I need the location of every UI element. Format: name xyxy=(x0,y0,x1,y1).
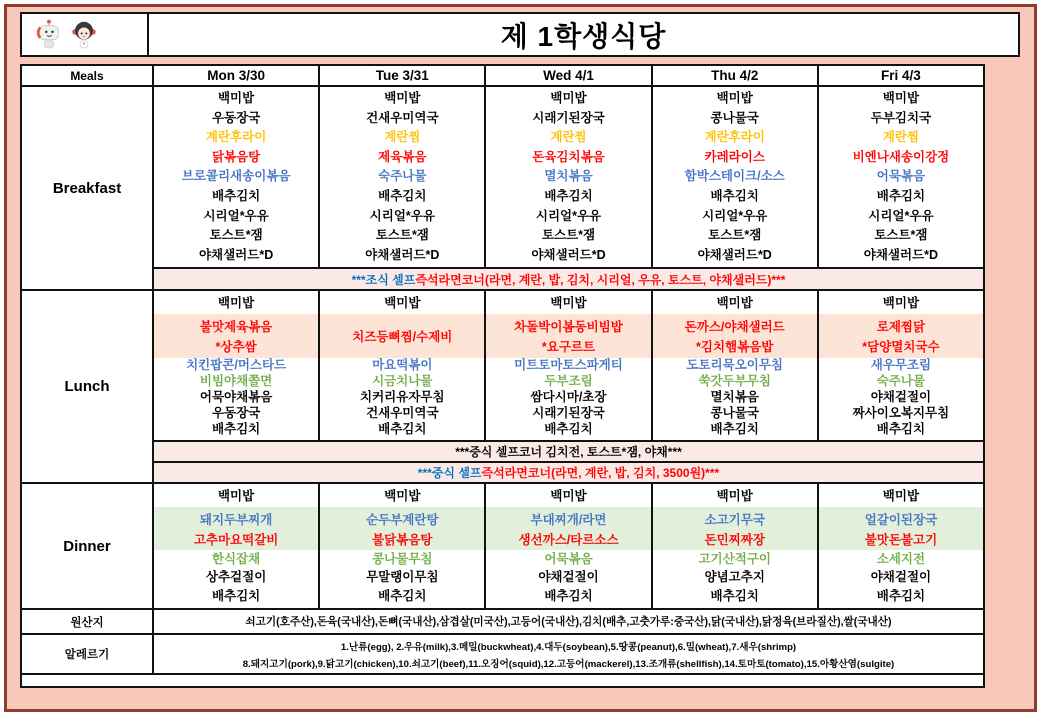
menu-item: 야채샐러드*D xyxy=(863,247,939,262)
column-header-day-5: Fri 4/3 xyxy=(881,68,921,83)
menu-item: 불닭볶음탕 xyxy=(372,532,433,547)
section-label-breakfast: Breakfast xyxy=(22,87,154,289)
menu-cell xyxy=(819,87,983,267)
menu-item: 배추김치 xyxy=(710,189,759,204)
menu-item: 건새우미역국 xyxy=(366,406,439,421)
menu-item: 콩나물무침 xyxy=(372,551,433,566)
menu-item: *김치햄볶음밥 xyxy=(696,340,774,354)
menu-item: 야채샐러드*D xyxy=(531,247,606,262)
menu-cell xyxy=(653,291,819,440)
allergy-label: 알레르기 xyxy=(22,635,154,673)
origin-label: 원산지 xyxy=(22,610,154,633)
menu-cell xyxy=(154,484,320,608)
highlight-block xyxy=(320,314,484,358)
menu-item: 차돌박이봄동비빔밥 xyxy=(514,320,623,334)
menu-cell xyxy=(653,484,819,608)
menu-item: 돈민찌짜장 xyxy=(704,532,765,547)
empty-row xyxy=(22,675,983,686)
menu-item: 배추김치 xyxy=(544,422,593,437)
menu-item: 불맛돈불고기 xyxy=(864,532,938,547)
section-note xyxy=(154,461,983,482)
menu-item: 백미밥 xyxy=(550,295,587,310)
menu-item: 부대찌개/라면 xyxy=(530,512,607,527)
allergy-row xyxy=(22,635,983,675)
menu-item: 소고기무국 xyxy=(704,512,765,527)
menu-item: 야채겉절이 xyxy=(870,570,932,585)
allergy-text xyxy=(154,635,983,673)
note-text: ***조식 셀프 xyxy=(351,272,416,287)
menu-item: 콩나물국 xyxy=(710,406,759,421)
menu-item: 두부김치국 xyxy=(870,110,932,125)
menu-cell xyxy=(320,291,486,440)
section-label-dinner: Dinner xyxy=(22,484,154,608)
menu-item: 배추김치 xyxy=(876,589,926,604)
highlight-block xyxy=(819,314,983,358)
menu-item: 시리얼*우유 xyxy=(369,208,435,223)
note-text: ***중식 셀프코너 김치전, 토스트*잼, 야채*** xyxy=(455,445,682,459)
menu-item: 토스트*잼 xyxy=(541,228,596,243)
menu-item: 카레라이스 xyxy=(704,149,765,164)
menu-item: 배추김치 xyxy=(544,189,593,204)
menu-item: 무말랭이무침 xyxy=(366,570,439,585)
menu-item: 배추김치 xyxy=(378,189,427,204)
menu-cell xyxy=(653,87,819,267)
menu-item: 로제찜닭 xyxy=(876,320,926,334)
section-note xyxy=(154,267,983,289)
menu-item: 백미밥 xyxy=(716,488,753,503)
title-bar xyxy=(20,12,1020,57)
menu-item: 백미밥 xyxy=(550,488,587,503)
menu-item: 닭볶음탕 xyxy=(211,149,261,164)
menu-item: 시래기된장국 xyxy=(532,406,605,421)
highlight-block xyxy=(653,507,817,550)
menu-item: 토스트*잼 xyxy=(209,228,263,243)
section-breakfast xyxy=(22,87,983,291)
menu-item: 생선까스/타르소스 xyxy=(518,532,619,547)
note-text: ***중식 셀프 xyxy=(417,466,482,480)
menu-item: 야채겉절이 xyxy=(870,390,932,405)
menu-item: 백미밥 xyxy=(882,488,920,503)
menu-item: 고기산적구이 xyxy=(698,551,771,566)
menu-item: 콩나물국 xyxy=(710,110,759,125)
menu-item: 배추김치 xyxy=(211,189,261,204)
menu-item: 백미밥 xyxy=(217,488,255,503)
menu-item: 백미밥 xyxy=(716,295,753,310)
menu-item: *요구르트 xyxy=(541,340,596,354)
menu-item: 어묵볶음 xyxy=(876,169,926,184)
menu-item: 숙주나물 xyxy=(378,169,427,184)
menu-item: 어묵볶음 xyxy=(544,551,593,566)
menu-cell xyxy=(320,484,486,608)
column-header-meals: Meals xyxy=(22,66,154,85)
menu-item: 치킨팝콘/머스타드 xyxy=(186,358,287,373)
menu-item: 계란찜 xyxy=(882,130,920,145)
section-note xyxy=(154,440,983,461)
menu-item: 불맛제육볶음 xyxy=(199,320,273,334)
highlight-block xyxy=(819,507,983,550)
menu-item: 건새우미역국 xyxy=(366,110,439,125)
menu-item: 치즈등뼈찜/수제비 xyxy=(352,330,453,344)
highlight-block xyxy=(486,507,650,550)
menu-item: 토스트*잼 xyxy=(375,228,429,243)
menu-item: 백미밥 xyxy=(384,295,421,310)
menu-item: 야채샐러드*D xyxy=(697,247,772,262)
menu-item: 함박스테이크/소스 xyxy=(684,169,785,184)
origin-row xyxy=(22,610,983,635)
highlight-block xyxy=(653,314,817,358)
menu-item: 어묵야채볶음 xyxy=(199,390,273,405)
page-title: 제 1학생식당 xyxy=(500,20,667,52)
column-header-day-4: Thu 4/2 xyxy=(653,66,819,85)
allergy-line: 8.돼지고기(pork),9.닭고기(chicken),10.쇠고기(beef),11.오징어(squid),12.고등어(mackerel),13.조개류(shellfish),14.토마토(tomato),15.아황산염(sulgite) xyxy=(242,658,895,670)
menu-item: 멸치볶음 xyxy=(710,390,759,405)
menu-cell xyxy=(486,291,652,440)
allergy-line: 1.난류(egg), 2.우유(milk),3.메밀(buckwheat),4.대두(soybean),5.땅콩(peanut),6.밀(wheat),7.새우(shrimp) xyxy=(340,641,797,653)
title-cell xyxy=(149,14,1018,55)
menu-item: 쑥갓두부무침 xyxy=(698,374,771,389)
menu-item: 미트토마토스파게티 xyxy=(514,358,623,373)
menu-cell xyxy=(320,87,486,267)
menu-item: 마요떡볶이 xyxy=(372,358,433,373)
menu-item: 시리얼*우유 xyxy=(535,208,602,223)
menu-cell xyxy=(154,291,320,440)
menu-item: 우동장국 xyxy=(211,406,261,421)
menu-item: 돼지두부찌개 xyxy=(199,512,273,527)
note-text: 즉석라면코너(라면, 계란, 밥, 김치, 시리얼, 우유, 토스트, 야채샐러드)*** xyxy=(415,272,786,287)
section-label-lunch: Lunch xyxy=(22,291,154,482)
highlight-block xyxy=(154,507,318,550)
origin-text: 쇠고기(호주산),돈육(국내산),돈뼈(국내산),삼겹살(미국산),고등어(국내산),김치(배추,고춧가루:중국산),닭(국내산),닭정육(브라질산),쌀(국내산) xyxy=(245,616,892,628)
menu-item: 멸치볶음 xyxy=(544,169,593,184)
menu-item: 상추겉절이 xyxy=(205,570,267,585)
note-text: 즉석라면코너(라면, 계란, 밥, 김치, 3500원)*** xyxy=(481,466,720,480)
menu-item: 백미밥 xyxy=(217,295,255,310)
menu-item: 도토리묵오이무침 xyxy=(686,358,784,373)
menu-item: 쌈다시마/초장 xyxy=(530,390,607,405)
menu-table xyxy=(20,64,985,688)
menu-cell xyxy=(486,484,652,608)
menu-item: 새우무조림 xyxy=(870,358,932,373)
menu-item: 브로콜리새송이볶음 xyxy=(181,169,291,184)
menu-item: 계란후라이 xyxy=(205,130,267,145)
menu-item: *담양멸치국수 xyxy=(862,340,940,354)
menu-item: 치커리유자무침 xyxy=(360,390,445,405)
menu-item: 비빔야채쫄면 xyxy=(199,374,273,389)
menu-item: 토스트*잼 xyxy=(874,228,928,243)
menu-item: 배추김치 xyxy=(544,589,593,604)
highlight-block xyxy=(486,314,650,358)
menu-item: 배추김치 xyxy=(710,422,759,437)
menu-item: 배추김치 xyxy=(710,589,759,604)
menu-item: 백미밥 xyxy=(384,488,421,503)
menu-item: 돈까스/야채샐러드 xyxy=(684,320,785,334)
column-header-day-2: Tue 3/31 xyxy=(320,66,486,85)
section-dinner xyxy=(22,484,983,610)
menu-item: 배추김치 xyxy=(876,189,926,204)
logo xyxy=(22,14,149,55)
menu-item: 계란후라이 xyxy=(704,130,765,145)
menu-item: 백미밥 xyxy=(716,91,753,106)
menu-item: 두부조림 xyxy=(544,374,593,389)
menu-item: 양념고추지 xyxy=(704,570,765,585)
menu-item: 배추김치 xyxy=(211,422,261,437)
menu-item: 얼갈이된장국 xyxy=(864,512,938,527)
menu-item: 시리얼*우유 xyxy=(702,208,768,223)
menu-item: 백미밥 xyxy=(550,91,587,106)
menu-item: 계란찜 xyxy=(384,130,421,145)
menu-cell xyxy=(819,484,983,608)
menu-item: 백미밥 xyxy=(217,91,255,106)
menu-item: 숙주나물 xyxy=(876,374,926,389)
robot-icon xyxy=(35,19,63,51)
highlight-block xyxy=(320,507,484,550)
menu-item: 야채샐러드*D xyxy=(365,247,440,262)
menu-item: 한식잡채 xyxy=(211,551,261,566)
menu-item: 계란찜 xyxy=(550,130,587,145)
menu-item: 야채겉절이 xyxy=(538,570,599,585)
menu-item: 소세지전 xyxy=(876,551,926,566)
menu-item: 고추마요떡갈비 xyxy=(193,532,279,547)
menu-item: *상추쌈 xyxy=(215,340,257,354)
menu-item: 백미밥 xyxy=(882,91,920,106)
girl-icon xyxy=(70,19,98,51)
menu-item: 시리얼*우유 xyxy=(868,208,934,223)
menu-item: 시리얼*우유 xyxy=(203,208,269,223)
menu-cell xyxy=(486,87,652,267)
menu-item: 시래기된장국 xyxy=(532,110,605,125)
menu-item: 배추김치 xyxy=(378,589,427,604)
menu-item: 순두부계란탕 xyxy=(366,512,439,527)
menu-item: 배추김치 xyxy=(876,422,926,437)
menu-item: 돈육김치볶음 xyxy=(532,149,605,164)
menu-item: 비엔나새송이강정 xyxy=(852,149,950,164)
menu-item: 백미밥 xyxy=(384,91,421,106)
menu-item: 우동장국 xyxy=(211,110,261,125)
menu-item: 배추김치 xyxy=(378,422,427,437)
table-header-row xyxy=(22,66,983,87)
menu-item: 배추김치 xyxy=(211,589,261,604)
highlight-block xyxy=(154,314,318,358)
column-header-day-1: Mon 3/30 xyxy=(154,66,320,85)
menu-item: 짜사이오복지무침 xyxy=(852,406,950,421)
menu-item: 야채샐러드*D xyxy=(198,247,274,262)
menu-item: 토스트*잼 xyxy=(708,228,762,243)
menu-cell xyxy=(819,291,983,440)
section-lunch xyxy=(22,291,983,484)
menu-item: 백미밥 xyxy=(882,295,920,310)
menu-cell xyxy=(154,87,320,267)
column-header-day-3: Wed 4/1 xyxy=(486,66,652,85)
menu-item: 제육볶음 xyxy=(378,149,427,164)
menu-item: 시금치나물 xyxy=(372,374,433,389)
